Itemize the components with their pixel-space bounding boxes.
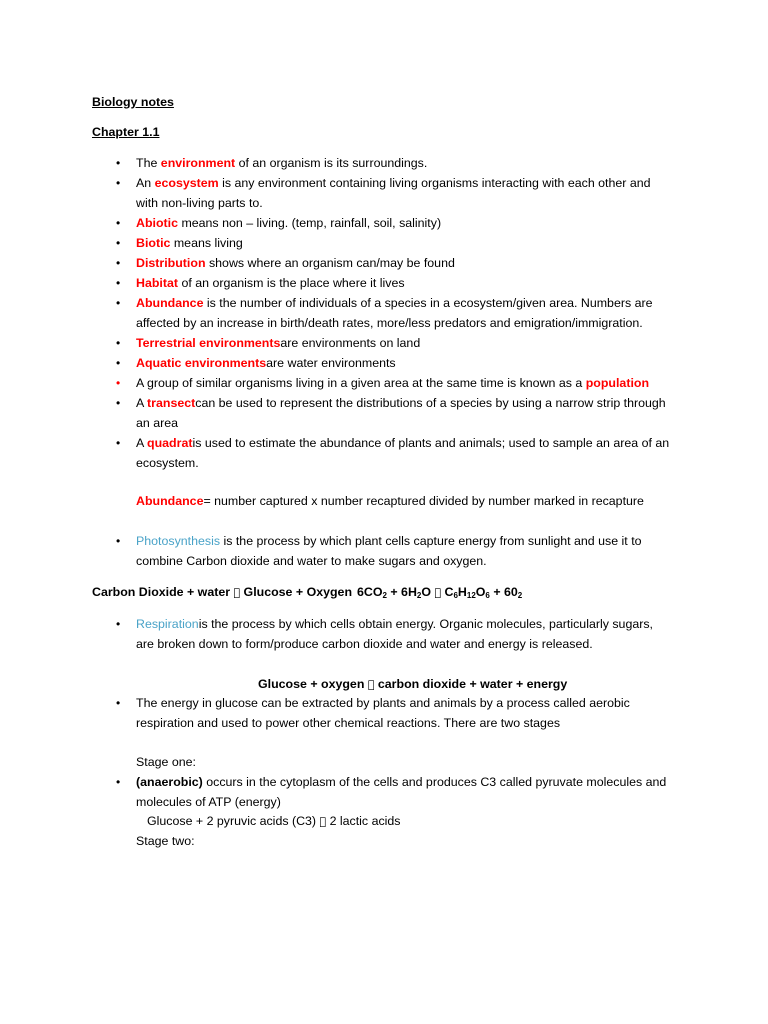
- document-title: Biology notes: [92, 95, 174, 109]
- bullet-term: ecosystem: [154, 176, 219, 190]
- bullet-icon: •: [116, 176, 121, 190]
- bullet-item: Habitat of an organism is the place where it lives: [136, 276, 405, 290]
- respiration-term: Respiration: [136, 617, 199, 631]
- bullet-item: Distribution shows where an organism can/may be found: [136, 256, 455, 270]
- bullet-item-continuation: affected by an increase in birth/death rates, more/less predators and emigration/immigration.: [136, 316, 643, 330]
- bullet-item: A transectcan be used to represent the distributions of a species by using a narrow strip through: [136, 396, 666, 410]
- respiration-line2: are broken down to form/produce carbon dioxide and water and energy is released.: [136, 637, 593, 651]
- bullet-icon: •: [116, 436, 121, 450]
- bullet-term: Terrestrial environments: [136, 336, 281, 350]
- bullet-item: A quadratis used to estimate the abundance of plants and animals; used to sample an area of an: [136, 436, 670, 450]
- bullet-term: Aquatic environments: [136, 356, 267, 370]
- bullet-item: A group of similar organisms living in a given area at the same time is known as a population: [136, 376, 650, 390]
- photosynthesis-formula: $6CO_2 + 6H_2O$ $C_6H_{12}O_6 + 60_2$: [357, 585, 513, 600]
- bullet-term: Distribution: [136, 256, 206, 270]
- bullet-term: transect: [147, 396, 196, 410]
- bullet-icon: •: [116, 617, 121, 631]
- bullet-icon: •: [116, 376, 121, 390]
- photosynthesis-equation: Carbon Dioxide + water Glucose + Oxygen: [92, 585, 342, 599]
- bullet-item: The environment of an organism is its surroundings.: [136, 156, 428, 170]
- stage-two-label: Stage two:: [136, 834, 195, 848]
- bullet-icon: •: [116, 534, 121, 548]
- bullet-icon: •: [116, 296, 121, 310]
- bullet-item-continuation: ecosystem.: [136, 456, 199, 470]
- bullet-item-continuation: an area: [136, 416, 179, 430]
- abundance-formula: [136, 491, 644, 511]
- chapter-heading: Chapter 1.1: [92, 125, 160, 139]
- bullet-icon: •: [116, 396, 121, 410]
- bullet-icon: •: [116, 236, 121, 250]
- bullet-term: environment: [160, 156, 236, 170]
- anaerobic-line1: (anaerobic) occurs in the cytoplasm of the cells and produces C3 called pyruvate molecules and: [136, 775, 667, 789]
- bullet-icon: •: [116, 256, 121, 270]
- bullet-icon: •: [116, 156, 121, 170]
- bullet-term: Abundance: [136, 296, 204, 310]
- bullet-term: quadrat: [147, 436, 193, 450]
- bullet-term: Habitat: [136, 276, 178, 290]
- bullet-item: An ecosystem is any environment containing living organisms interacting with each other and: [136, 176, 651, 190]
- anaerobic-term: (anaerobic): [136, 775, 203, 789]
- stage-one-label: Stage one:: [136, 755, 196, 769]
- energy-line1: The energy in glucose can be extracted by plants and animals by a process called aerobic: [136, 696, 630, 710]
- bullet-icon: •: [116, 216, 121, 230]
- bullet-icon: •: [116, 356, 121, 370]
- bullet-icon: •: [116, 775, 121, 789]
- photosynthesis-term: Photosynthesis: [136, 534, 221, 548]
- bullet-icon: •: [116, 336, 121, 350]
- abundance-formula-term: Abundance: [136, 494, 204, 508]
- bullet-item: Abiotic means non – living. (temp, rainfall, soil, salinity): [136, 216, 442, 230]
- bullet-icon: •: [116, 276, 121, 290]
- bullet-item-continuation: with non-living parts to.: [136, 196, 263, 210]
- bullet-term: population: [585, 376, 650, 390]
- bullet-item: Abundance is the number of individuals of a species in a ecosystem/given area. Numbers are: [136, 296, 653, 310]
- photosynthesis-line1: Photosynthesis is the process by which plant cells capture energy from sunlight and use it to: [136, 534, 642, 548]
- anaerobic-line2: molecules of ATP (energy): [136, 795, 281, 809]
- photosynthesis-line2: combine Carbon dioxide and water to make sugars and oxygen.: [136, 554, 487, 568]
- bullet-term: Biotic: [136, 236, 171, 250]
- bullet-term: Abiotic: [136, 216, 178, 230]
- respiration-line1: Respirationis the process by which cells obtain energy. Organic molecules, particularly sugars,: [136, 617, 653, 631]
- bullet-item: Biotic means living: [136, 236, 243, 250]
- glucose-pyruvic-line: Glucose + 2 pyruvic acids (C3) 2 lactic acids: [147, 814, 391, 828]
- energy-line2: respiration and used to power other chemical reactions. There are two stages: [136, 716, 561, 730]
- abundance-formula-text: = number captured x number recaptured divided by number marked in recapture: [203, 494, 644, 508]
- bullet-item: Terrestrial environmentsare environments on land: [136, 336, 421, 350]
- bullet-item: Aquatic environmentsare water environments: [136, 356, 396, 370]
- respiration-equation: Glucose + oxygen carbon dioxide + water + energy: [258, 677, 558, 691]
- bullet-icon: •: [116, 696, 121, 710]
